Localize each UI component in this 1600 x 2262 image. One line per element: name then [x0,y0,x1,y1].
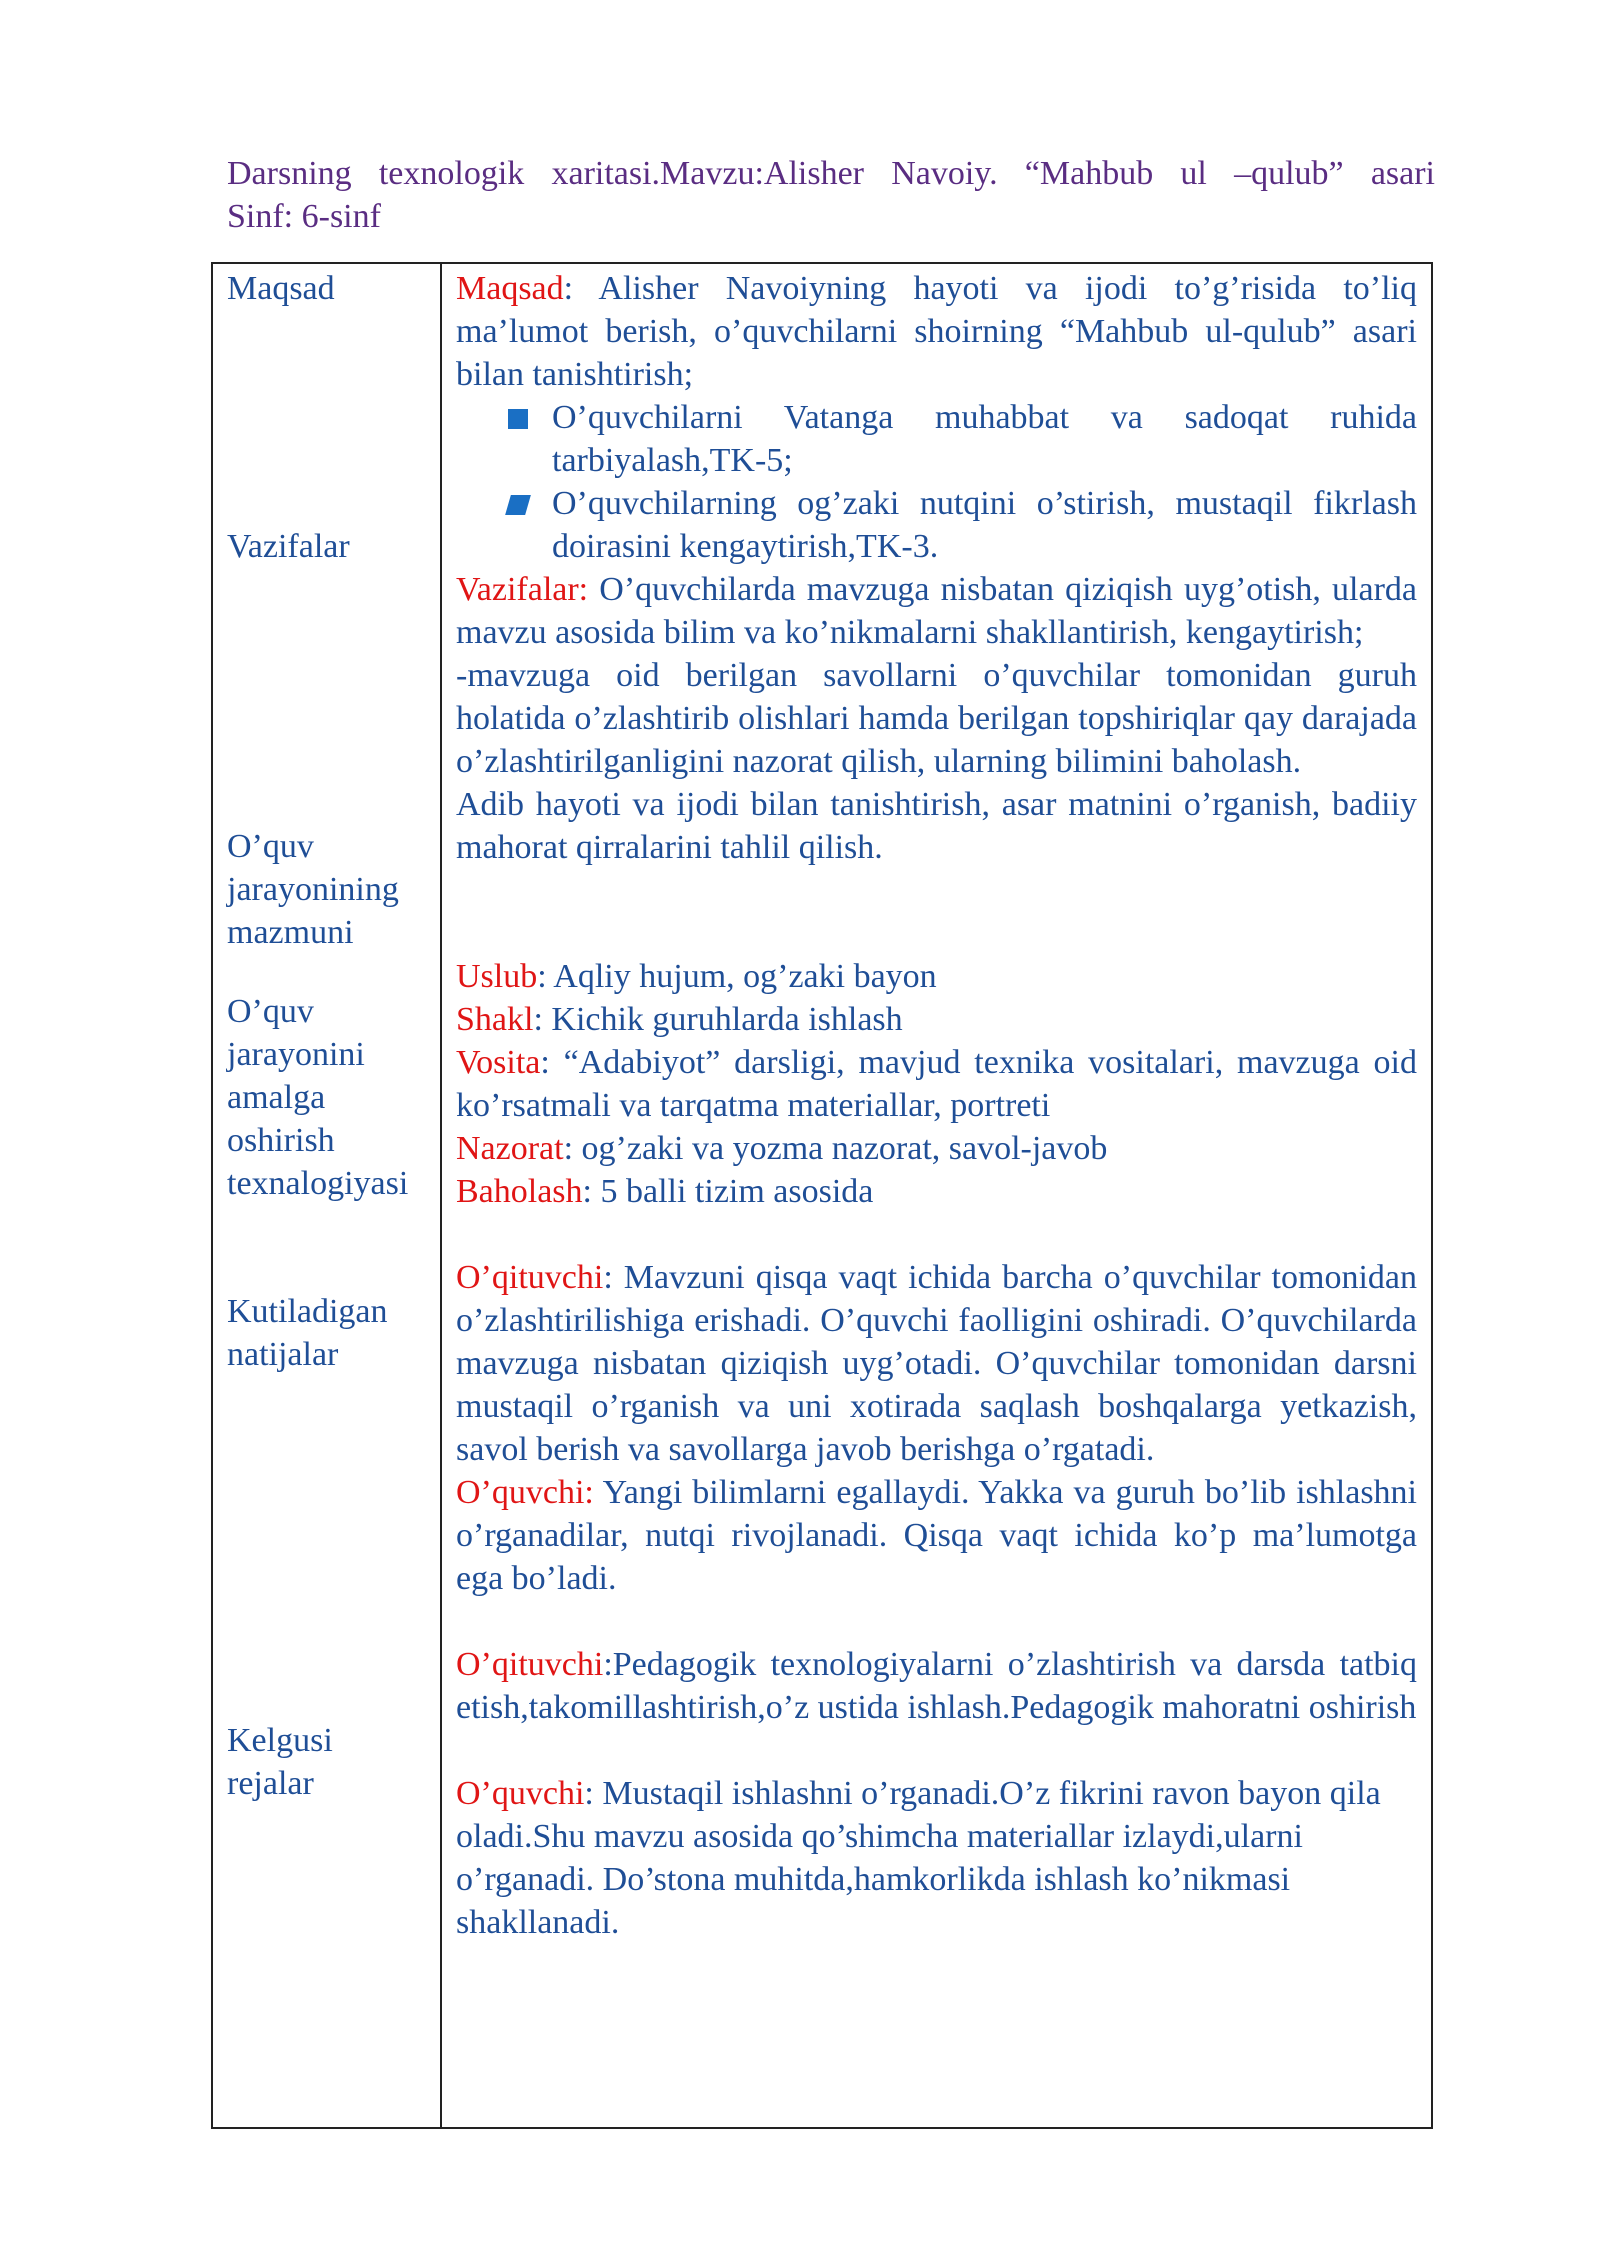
shakl-label: Shakl [456,1001,534,1038]
label-texnologiya-line: jarayonini [227,1036,365,1073]
vazifalar-label: Vazifalar: [456,571,589,608]
nazorat-label: Nazorat [456,1130,564,1167]
slanted-square-bullet-icon [505,495,531,515]
rejalar-oqituvchi-text: :Pedagogik texnologiyalarni o’zlashtirish va darsda tatbiq etish,takomillashtirish,o’z ustida ishlash.Pedagogik mahoratni oshirish [456,1646,1417,1726]
uslub-text: : Aqliy hujum, og’zaki bayon [537,958,937,995]
label-texnologiya-line: O’quv [227,993,314,1030]
label-mazmun [227,825,442,954]
label-texnologiya-line: amalga [227,1079,326,1116]
vazifalar-paragraph-2: -mavzuga oid berilgan savollarni o’quvchilar tomonidan guruh holatida o’zlashtirib olishlari hamda berilgan topshiriqlar qay darajada o’zlashtirilganligini nazorat qilish, ularning bilimini baholash. [456,657,1417,780]
label-vazifalar: Vazifalar [227,528,350,565]
natijalar-oqituvchi-label: O’qituvchi [456,1259,604,1296]
lesson-plan-table [211,262,1433,2129]
uslub-line [456,955,1417,998]
label-mazmun-line: O’quv [227,828,314,865]
list-item [456,482,1417,568]
rejalar-oqituvchi [456,1643,1417,1729]
vazifalar-paragraph [456,568,1417,654]
label-rejalar-line: rejalar [227,1765,314,1802]
label-texnologiya [227,990,442,1205]
shakl-text: : Kichik guruhlarda ishlash [533,1001,903,1038]
label-mazmun-line: mazmuni [227,914,354,951]
baholash-label: Baholash [456,1173,583,1210]
heading-class: Sinf: 6-sinf [227,198,381,235]
vosita-label: Vosita [456,1044,541,1081]
baholash-line [456,1170,1417,1213]
rejalar-oqituvchi-label: O’qituvchi [456,1646,604,1683]
bullet-text: O’quvchilarning og’zaki nutqini o’stirish, mustaqil fikrlash doirasini kengaytirish,TK-3. [552,485,1417,565]
rejalar-oquvchi [456,1772,1417,1944]
spacer [456,912,1417,955]
vosita-text: : “Adabiyot” darsligi, mavjud texnika vositalari, mavzuga oid ko’rsatmali va tarqatma materiallar, portreti [456,1044,1417,1124]
mazmun-paragraph: Adib hayoti va ijodi bilan tanishtirish, asar matnini o’rganish, badiiy mahorat qirralarini tahlil qilish. [456,786,1417,866]
nazorat-line [456,1127,1417,1170]
label-texnologiya-line: texnalogiyasi [227,1165,409,1202]
label-maqsad: Maqsad [227,270,335,307]
document-heading [227,152,1435,238]
label-mazmun-line: jarayonining [227,871,399,908]
maqsad-label: Maqsad [456,270,564,307]
natijalar-oqituvchi-text: : Mavzuni qisqa vaqt ichida barcha o’quvchilar tomonidan o’zlashtirilishiga erishadi. O’quvchi faolligini oshiradi. O’quvchilarda mavzuga nisbatan qiziqish uyg’otadi. O’quvchilar tomonidan darsni mustaqil o’rganish va uni xotirada saqlash boshqalarga yetkazish, savol berish va savollarga javob berishga o’rgatadi. [456,1259,1417,1468]
bullet-text: O’quvchilarni Vatanga muhabbat va sadoqat ruhida tarbiyalash,TK-5; [552,399,1417,479]
spacer [456,1600,1417,1643]
right-content [442,264,1431,1944]
left-column [212,263,441,2128]
shakl-line [456,998,1417,1041]
rejalar-oquvchi-text: : Mustaqil ishlashni o’rganadi.O’z fikrini ravon bayon qila oladi.Shu mavzu asosida qo’shimcha materiallar izlaydi,ularni o’rganadi. Do’stona muhitda,hamkorlikda ishlash ko’nikmasi shakllanadi. [456,1775,1381,1941]
spacer [456,1729,1417,1772]
label-rejalar [227,1719,442,1805]
label-rejalar-line: Kelgusi [227,1722,333,1759]
heading-title: Darsning texnologik xaritasi.Mavzu:Alisher Navoiy. “Mahbub ul –qulub” asari [227,155,1435,192]
natijalar-oquvchi-label: O’quvchi: [456,1474,594,1511]
table-row [212,263,1432,2128]
maqsad-text: : Alisher Navoiyning hayoti va ijodi to’g’risida to’liq ma’lumot berish, o’quvchilarni shoirning “Mahbub ul-qulub” asari bilan tanishtirish; [456,270,1417,393]
spacer [456,1213,1417,1256]
right-column [441,263,1432,2128]
rejalar-oquvchi-label: O’quvchi [456,1775,585,1812]
label-natijalar-line: Kutiladigan [227,1293,388,1330]
vazifalar-text: O’quvchilarda mavzuga nisbatan qiziqish uyg’otish, ularda mavzu asosida bilim va ko’nikmalarni shakllantirish, kengaytirish; [456,571,1417,651]
baholash-text: : 5 balli tizim asosida [582,1173,874,1210]
left-labels [213,264,440,2127]
uslub-label: Uslub [456,958,538,995]
maqsad-paragraph [456,267,1417,396]
natijalar-oquvchi [456,1471,1417,1600]
spacer [456,869,1417,912]
nazorat-text: : og’zaki va yozma nazorat, savol-javob [563,1130,1108,1167]
label-texnologiya-line: oshirish [227,1122,335,1159]
natijalar-oqituvchi [456,1256,1417,1471]
square-bullet-icon [508,409,528,429]
natijalar-oquvchi-text: Yangi bilimlarni egallaydi. Yakka va guruh bo’lib ishlashni o’rganadilar, nutqi rivojlanadi. Qisqa vaqt ichida ko’p ma’lumotga ega bo’ladi. [456,1474,1417,1597]
vosita-line [456,1041,1417,1127]
label-natijalar-line: natijalar [227,1336,339,1373]
label-natijalar [227,1290,442,1376]
list-item [456,396,1417,482]
